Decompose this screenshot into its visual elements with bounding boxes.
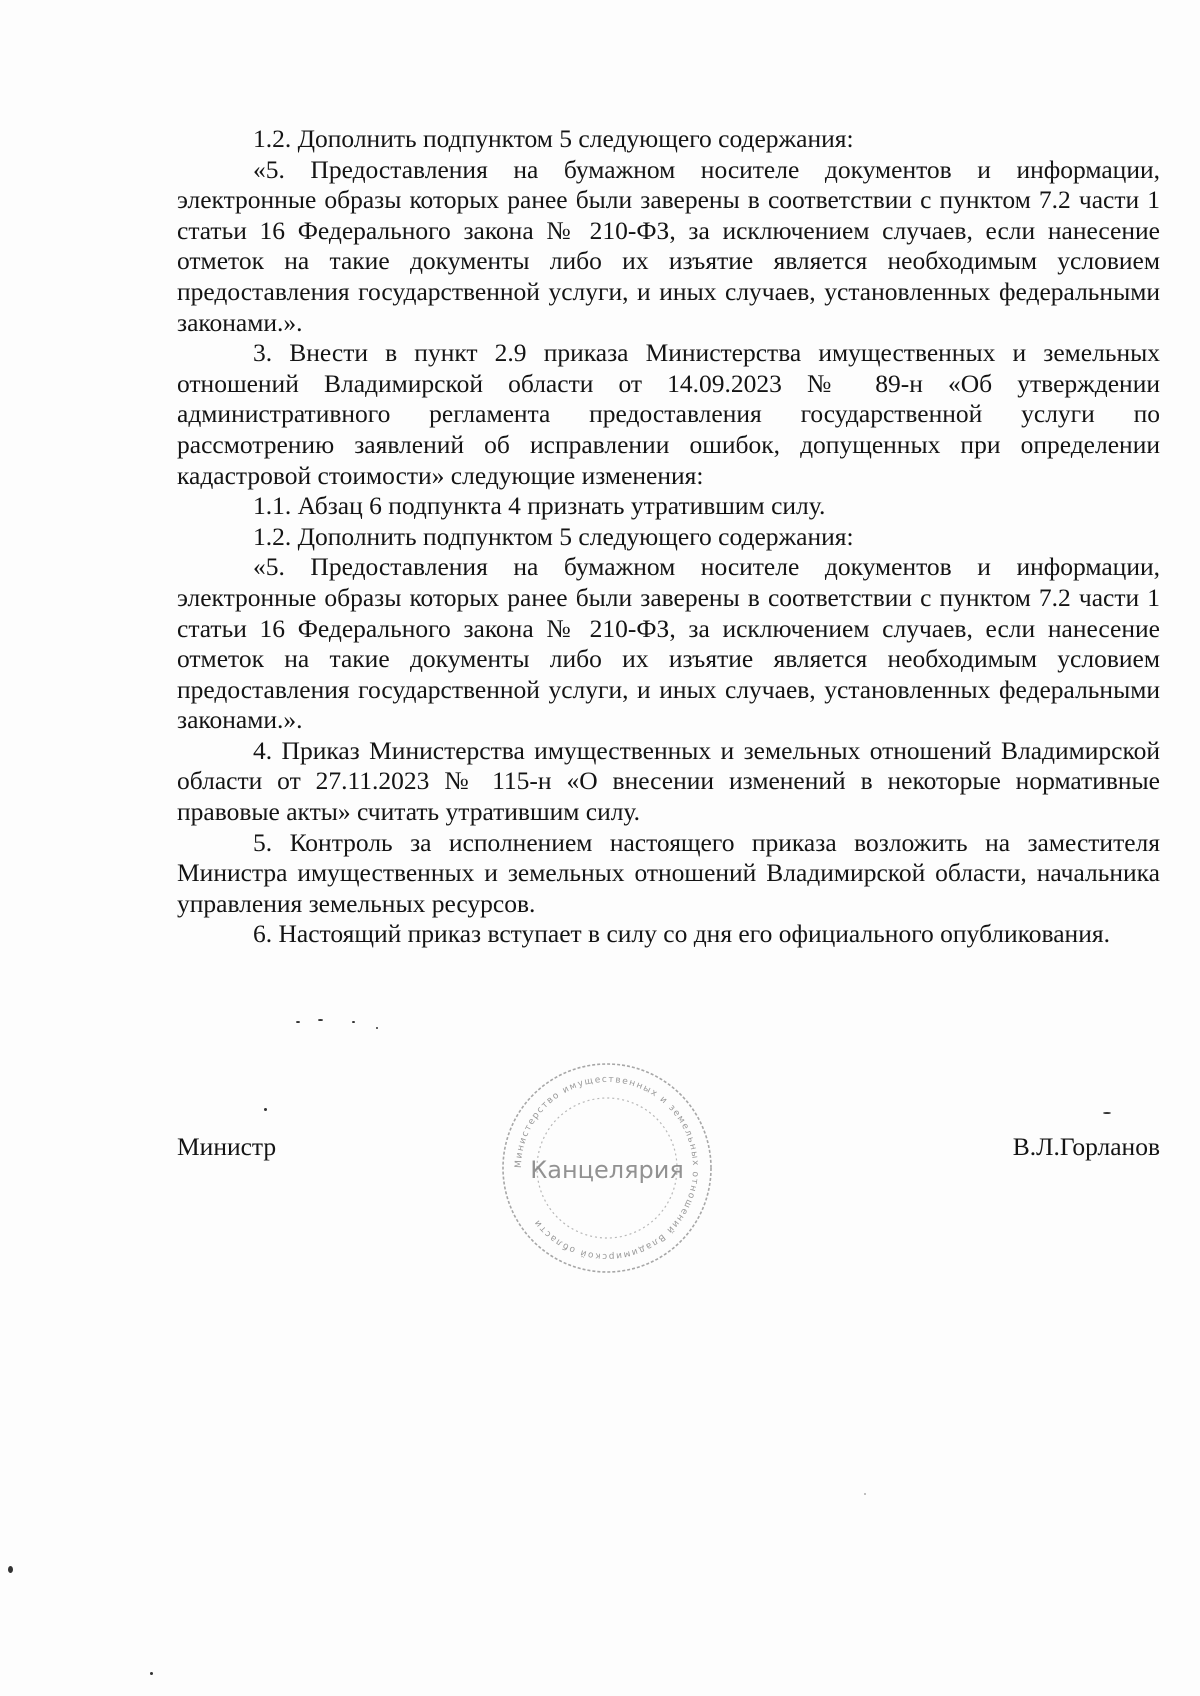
paragraph-3-amend-order: 3. Внести в пункт 2.9 приказа Министерства имущественных и земельных отношений Владимирской области от 14.09.2023 № 89-н «Об утверждении административного регламента предоставления государственной услуги по рассмотрению заявлений об исправлении ошибок, допущенных при определении кадастровой стоимости» следующие изменения: [177, 338, 1160, 490]
scan-speck [352, 1021, 355, 1023]
paragraph-1-2-add-subclause-second: 1.2. Дополнить подпунктом 5 следующего содержания: [253, 521, 854, 551]
signatory-title: Министр [177, 1132, 277, 1161]
paragraph-4-repeal-order: 4. Приказ Министерства имущественных и земельных отношений Владимирской области от 27.11.2023 № 115-н «О внесении изменений в некоторые нормативные правовые акты» считать утратившим силу. [177, 735, 1160, 827]
office-stamp [497, 1058, 717, 1278]
signatory-name: В.Л.Горланов [1012, 1132, 1160, 1161]
stamp-center-text: Канцелярия [530, 1156, 684, 1184]
scan-speck [318, 1019, 323, 1021]
scan-speck [150, 1672, 153, 1675]
document-body [177, 124, 1160, 950]
paragraph-5-control: 5. Контроль за исполнением настоящего приказа возложить на заместителя Министра имущественных и земельных отношений Владимирской области, начальника управления земельных ресурсов. [177, 827, 1160, 918]
stamp-ring-text: Министерство имущественных и земельных отношений Владимирской области [513, 1074, 701, 1262]
scan-speck [264, 1108, 267, 1111]
paragraph-6-effective: 6. Настоящий приказ вступает в силу со дня его официального опубликования. [253, 919, 1110, 949]
scan-speck [864, 1493, 866, 1495]
paragraph-1-1-repeal: 1.1. Абзац 6 подпункта 4 признать утратившим силу. [253, 491, 826, 521]
scan-speck [1103, 1112, 1111, 1114]
paragraph-subclause-5-text: «5. Предоставления на бумажном носителе документов и информации, электронные образы которых ранее были заверены в соответствии с пунктом 7.2 части 1 статьи 16 Федерального закона № 210-ФЗ, за исключением случаев, если нанесение отметок на такие документы либо их изъятие является необходимым условием предоставления государственной услуги, и иных случаев, установленных федеральными законами.». [177, 154, 1160, 337]
paragraph-subclause-5-text-second: «5. Предоставления на бумажном носителе документов и информации, электронные образы которых ранее были заверены в соответствии с пунктом 7.2 части 1 статьи 16 Федерального закона № 210-ФЗ, за исключением случаев, если нанесение отметок на такие документы либо их изъятие является необходимым условием предоставления государственной услуги, и иных случаев, установленных федеральными законами.». [177, 552, 1160, 735]
scan-speck [296, 1021, 300, 1023]
scan-speck [8, 1566, 13, 1573]
scan-speck [376, 1027, 378, 1029]
paragraph-1-2-add-subclause: 1.2. Дополнить подпунктом 5 следующего содержания: [253, 124, 854, 153]
